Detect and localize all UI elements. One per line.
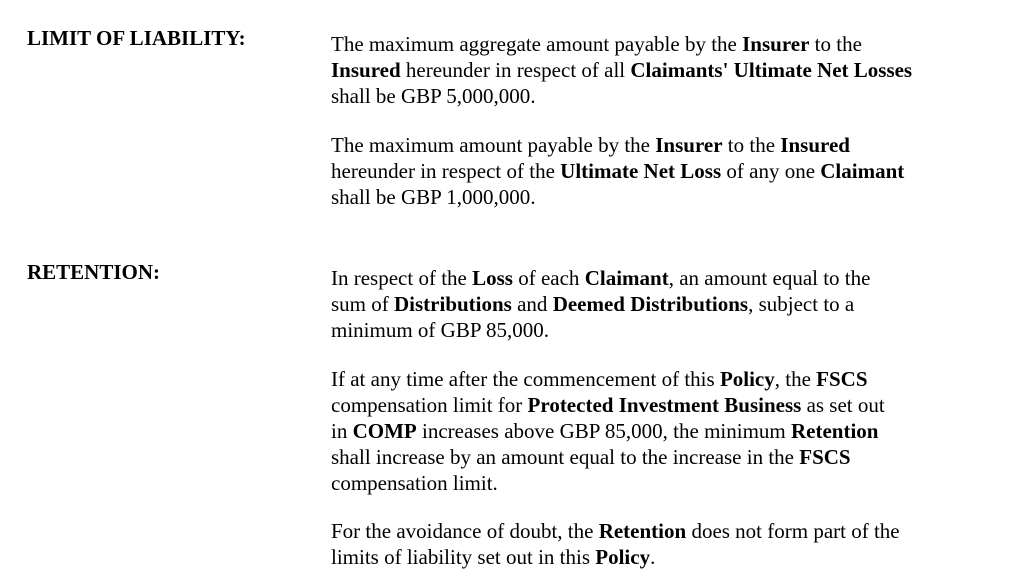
text-run: increases above GBP 85,000, the minimum bbox=[416, 419, 791, 443]
highlighted-text: GBP 1,000,000 bbox=[400, 185, 531, 209]
text-line bbox=[331, 265, 1001, 291]
text-line bbox=[331, 57, 1001, 83]
limit-of-liability-heading bbox=[27, 25, 246, 51]
text-run: For the avoidance of doubt, the bbox=[331, 519, 599, 543]
retention-definition-paragraph bbox=[331, 265, 1001, 343]
retention-fscs-paragraph bbox=[331, 366, 1001, 496]
text-line bbox=[331, 470, 1001, 496]
text-line bbox=[331, 518, 1001, 544]
text-line bbox=[331, 418, 1001, 444]
text-run: and bbox=[511, 292, 553, 316]
text-run: of each bbox=[512, 266, 585, 290]
highlighted-text: aggregate amount payable bbox=[459, 32, 680, 56]
text-line bbox=[331, 158, 1001, 184]
defined-term: Distributions bbox=[394, 292, 512, 316]
highlighted-text: GBP 85,000 bbox=[440, 318, 544, 342]
defined-term: FSCS bbox=[816, 367, 868, 391]
text-run: . bbox=[543, 318, 549, 342]
text-run: , an amount equal to the bbox=[668, 266, 871, 290]
text-run: compensation limit. bbox=[331, 471, 498, 495]
text-run: The maximum bbox=[331, 32, 460, 56]
defined-term: COMP bbox=[352, 419, 417, 443]
text-run: . bbox=[530, 185, 536, 209]
text-run: limits of liability set out in this bbox=[331, 545, 596, 569]
text-run: by the bbox=[679, 32, 743, 56]
text-line bbox=[331, 317, 1001, 343]
limit-aggregate-paragraph bbox=[331, 31, 1001, 109]
text-line bbox=[331, 291, 1001, 317]
text-run: . bbox=[650, 545, 656, 569]
text-line bbox=[331, 184, 1001, 210]
text-run: shall be bbox=[331, 84, 401, 108]
defined-term: Loss bbox=[472, 266, 513, 290]
defined-term: Policy bbox=[719, 367, 775, 391]
text-line bbox=[331, 366, 1001, 392]
text-run: of any one bbox=[721, 159, 821, 183]
defined-term: Policy bbox=[595, 545, 651, 569]
defined-term: Insured bbox=[780, 133, 850, 157]
defined-term: Deemed Distributions bbox=[552, 292, 749, 316]
defined-term: Insurer bbox=[742, 32, 810, 56]
text-run: The maximum amount payable by the bbox=[331, 133, 656, 157]
limit-of-liability-heading-text: LIMIT OF LIABILITY: bbox=[27, 26, 246, 50]
defined-term: Insured bbox=[331, 58, 401, 82]
text-run: minimum of bbox=[331, 318, 441, 342]
text-run: to the bbox=[809, 32, 862, 56]
defined-term: Retention bbox=[791, 419, 879, 443]
retention-avoidance-paragraph bbox=[331, 518, 1001, 570]
text-line bbox=[331, 544, 1001, 570]
text-line bbox=[331, 31, 1001, 57]
text-run: hereunder in respect of the bbox=[331, 159, 561, 183]
text-run: In respect of the bbox=[331, 266, 473, 290]
defined-term: Insurer bbox=[655, 133, 723, 157]
text-line bbox=[331, 83, 1001, 109]
retention-heading bbox=[27, 259, 160, 285]
defined-term: FSCS bbox=[799, 445, 851, 469]
defined-term: Protected Investment Business bbox=[527, 393, 802, 417]
defined-term: Retention bbox=[598, 519, 687, 543]
text-line bbox=[331, 392, 1001, 418]
text-line bbox=[331, 132, 1001, 158]
text-run: shall increase by an amount equal to the increase in the bbox=[331, 445, 800, 469]
text-line bbox=[331, 444, 1001, 470]
defined-term: Claimants' Ultimate Net Losses bbox=[630, 58, 913, 82]
highlighted-text: GBP 5,000,000 bbox=[400, 84, 531, 108]
text-run: to the bbox=[722, 133, 781, 157]
text-run: . bbox=[530, 84, 536, 108]
text-run: hereunder in respect of all bbox=[400, 58, 631, 82]
text-run: shall be bbox=[331, 185, 401, 209]
text-run: If at any time after the commencement of this bbox=[331, 367, 720, 391]
limit-per-claimant-paragraph bbox=[331, 132, 1001, 210]
defined-term: Ultimate Net Loss bbox=[560, 159, 722, 183]
text-run: sum of bbox=[331, 292, 394, 316]
text-run: , subject to a bbox=[748, 292, 855, 316]
defined-term: Claimant bbox=[820, 159, 905, 183]
text-run: compensation limit for bbox=[331, 393, 528, 417]
text-run: as set out bbox=[801, 393, 885, 417]
text-run: in bbox=[331, 419, 353, 443]
retention-heading-text: RETENTION: bbox=[27, 260, 161, 284]
defined-term: Claimant bbox=[584, 266, 669, 290]
text-run: does not form part of the bbox=[686, 519, 900, 543]
text-run: , the bbox=[774, 367, 817, 391]
